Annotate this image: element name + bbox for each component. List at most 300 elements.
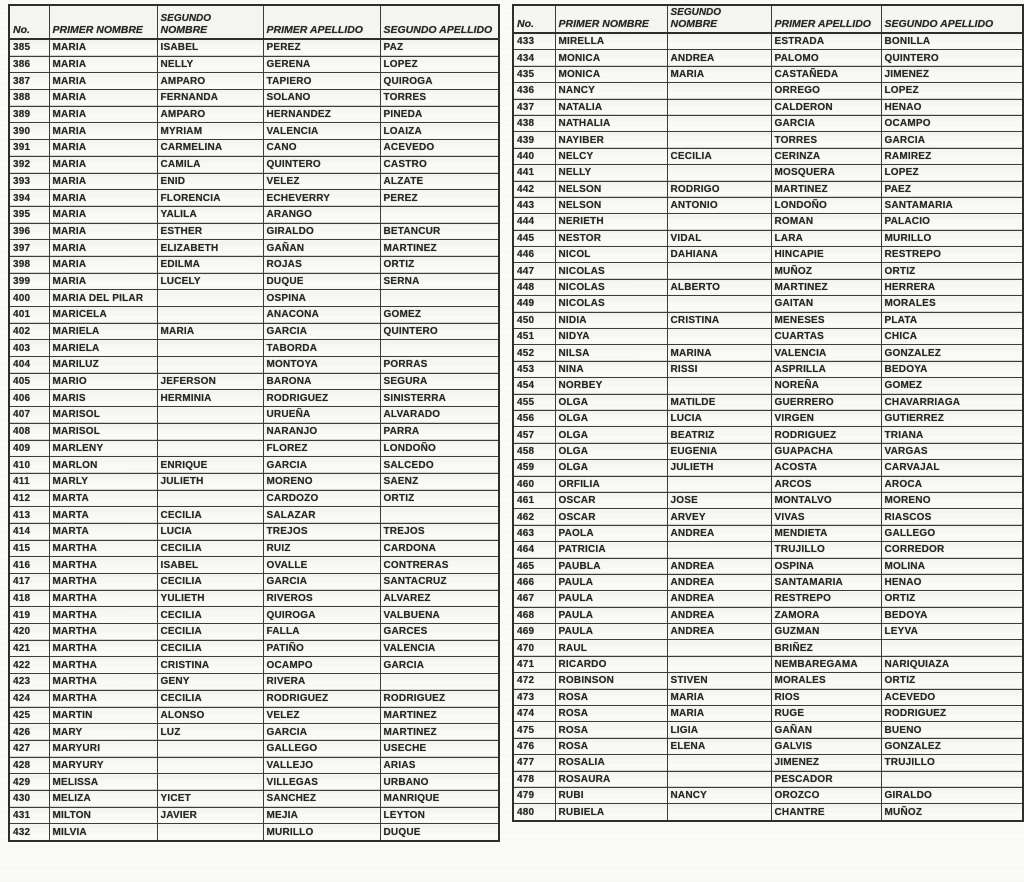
table-cell: ISABEL xyxy=(157,39,263,56)
table-cell: MARIS xyxy=(49,390,157,407)
table-cell xyxy=(157,407,263,424)
table-cell xyxy=(157,774,263,791)
table-cell: ANDREA xyxy=(667,525,771,541)
table-cell: MARTHA xyxy=(49,590,157,607)
cell-no: 426 xyxy=(9,724,49,741)
table-cell: CASTRO xyxy=(380,156,499,173)
table-cell: MARIA xyxy=(49,140,157,157)
table-cell: GALVIS xyxy=(771,738,881,754)
cell-no: 395 xyxy=(9,206,49,223)
table-row xyxy=(9,774,499,791)
table-cell: RODRIGUEZ xyxy=(263,690,380,707)
table-cell: LOPEZ xyxy=(380,56,499,73)
table-cell xyxy=(157,824,263,841)
table-row xyxy=(9,340,499,357)
table-row xyxy=(9,407,499,424)
table-cell: GALLEGO xyxy=(881,525,1023,541)
table-row xyxy=(9,473,499,490)
table-row xyxy=(9,373,499,390)
table-cell: HINCAPIE xyxy=(771,247,881,263)
table-cell: NELLY xyxy=(157,56,263,73)
cell-no: 447 xyxy=(513,263,555,279)
table-cell: VALENCIA xyxy=(771,345,881,361)
table-cell: NARANJO xyxy=(263,423,380,440)
table-cell: LOPEZ xyxy=(881,165,1023,181)
table-cell: LARA xyxy=(771,230,881,246)
cell-no: 454 xyxy=(513,378,555,394)
table-cell: ROBINSON xyxy=(555,673,667,689)
cell-no: 403 xyxy=(9,340,49,357)
table-row xyxy=(513,410,1023,426)
table-cell: CUARTAS xyxy=(771,329,881,345)
table-cell: PORRAS xyxy=(380,357,499,374)
table-row xyxy=(9,590,499,607)
header-segundo-apellido: SEGUNDO APELLIDO xyxy=(881,5,1023,33)
table-cell: ELIZABETH xyxy=(157,240,263,257)
table-row xyxy=(513,345,1023,361)
table-row xyxy=(9,90,499,107)
table-cell: MARIA xyxy=(49,39,157,56)
cell-no: 406 xyxy=(9,390,49,407)
table-row xyxy=(9,290,499,307)
table-cell xyxy=(667,476,771,492)
table-cell xyxy=(380,206,499,223)
table-cell: MARTA xyxy=(49,490,157,507)
table-row xyxy=(9,690,499,707)
table-row xyxy=(513,706,1023,722)
table-cell: RAMIREZ xyxy=(881,148,1023,164)
table-cell: NELSON xyxy=(555,181,667,197)
cell-no: 419 xyxy=(9,607,49,624)
cell-no: 462 xyxy=(513,509,555,525)
table-cell: MORENO xyxy=(263,473,380,490)
cell-no: 479 xyxy=(513,787,555,803)
table-cell: URBANO xyxy=(380,774,499,791)
table-cell: MARTIN xyxy=(49,707,157,724)
table-cell: RISSI xyxy=(667,361,771,377)
table-cell: ORTIZ xyxy=(881,263,1023,279)
table-cell: JULIETH xyxy=(667,460,771,476)
table-cell: SANTAMARIA xyxy=(771,574,881,590)
table-cell: SANTAMARIA xyxy=(881,197,1023,213)
table-cell: PAULA xyxy=(555,574,667,590)
table-row xyxy=(9,39,499,56)
cell-no: 467 xyxy=(513,591,555,607)
table-cell: TREJOS xyxy=(263,523,380,540)
table-cell: MELISSA xyxy=(49,774,157,791)
table-cell: ALBERTO xyxy=(667,279,771,295)
table-cell: HENAO xyxy=(881,574,1023,590)
header-segundo-nombre: SEGUNDO NOMBRE xyxy=(157,5,263,39)
table-row xyxy=(9,824,499,841)
cell-no: 464 xyxy=(513,542,555,558)
table-row xyxy=(9,490,499,507)
table-row xyxy=(513,787,1023,803)
table-cell: PAULA xyxy=(555,607,667,623)
table-cell: RODRIGUEZ xyxy=(771,427,881,443)
table-cell: SOLANO xyxy=(263,90,380,107)
table-cell: MARISOL xyxy=(49,423,157,440)
table-cell: STIVEN xyxy=(667,673,771,689)
table-cell: MARIA DEL PILAR xyxy=(49,290,157,307)
table-cell: MORALES xyxy=(771,673,881,689)
table-cell: GIRALDO xyxy=(263,223,380,240)
table-cell: MARIELA xyxy=(49,340,157,357)
table-cell: BEDOYA xyxy=(881,361,1023,377)
table-cell: MURILLO xyxy=(881,230,1023,246)
table-cell: GERENA xyxy=(263,56,380,73)
cell-no: 476 xyxy=(513,738,555,754)
table-cell xyxy=(667,755,771,771)
table-cell: ANDREA xyxy=(667,591,771,607)
table-cell: JIMENEZ xyxy=(771,755,881,771)
cell-no: 441 xyxy=(513,165,555,181)
table-cell: NICOLAS xyxy=(555,279,667,295)
table-row xyxy=(513,689,1023,705)
table-cell: ISABEL xyxy=(157,557,263,574)
table-cell: MENESES xyxy=(771,312,881,328)
cell-no: 386 xyxy=(9,56,49,73)
cell-no: 440 xyxy=(513,148,555,164)
table-cell: JULIETH xyxy=(157,473,263,490)
cell-no: 461 xyxy=(513,492,555,508)
table-cell: MUÑOZ xyxy=(771,263,881,279)
table-row xyxy=(513,197,1023,213)
table-cell: MILTON xyxy=(49,807,157,824)
cell-no: 431 xyxy=(9,807,49,824)
table-cell: HENAO xyxy=(881,99,1023,115)
table-cell: RODRIGO xyxy=(667,181,771,197)
table-cell: ALONSO xyxy=(157,707,263,724)
cell-no: 405 xyxy=(9,373,49,390)
table-cell xyxy=(667,329,771,345)
table-cell: MARYURI xyxy=(49,740,157,757)
table-cell: CECILIA xyxy=(157,690,263,707)
table-cell: SALAZAR xyxy=(263,507,380,524)
table-cell: CRISTINA xyxy=(157,657,263,674)
table-cell: MARTHA xyxy=(49,607,157,624)
table-row xyxy=(9,507,499,524)
table-cell: ANDREA xyxy=(667,624,771,640)
cell-no: 432 xyxy=(9,824,49,841)
table-cell: GARCIA xyxy=(380,657,499,674)
table-cell: MARIA xyxy=(49,273,157,290)
table-cell: GONZALEZ xyxy=(881,738,1023,754)
table-cell: MARTHA xyxy=(49,540,157,557)
table-row xyxy=(9,724,499,741)
cell-no: 433 xyxy=(513,33,555,50)
cell-no: 474 xyxy=(513,706,555,722)
table-cell: EDILMA xyxy=(157,256,263,273)
cell-no: 398 xyxy=(9,256,49,273)
table-row xyxy=(9,807,499,824)
table-cell: GOMEZ xyxy=(380,307,499,324)
table-cell: PEREZ xyxy=(263,39,380,56)
cell-no: 407 xyxy=(9,407,49,424)
table-cell: VIVAS xyxy=(771,509,881,525)
table-cell: ASPRILLA xyxy=(771,361,881,377)
table-cell: MARTINEZ xyxy=(771,279,881,295)
table-cell: NEMBAREGAMA xyxy=(771,656,881,672)
table-cell: NARIQUIAZA xyxy=(881,656,1023,672)
cell-no: 399 xyxy=(9,273,49,290)
table-cell: VELEZ xyxy=(263,173,380,190)
cell-no: 401 xyxy=(9,307,49,324)
table-row xyxy=(9,190,499,207)
table-body xyxy=(9,39,499,841)
table-cell: ESTHER xyxy=(157,223,263,240)
table-cell: JEFERSON xyxy=(157,373,263,390)
table-row xyxy=(9,423,499,440)
table-cell: PALOMO xyxy=(771,50,881,66)
table-row xyxy=(513,755,1023,771)
table-cell: ARVEY xyxy=(667,509,771,525)
cell-no: 449 xyxy=(513,296,555,312)
table-cell: YICET xyxy=(157,790,263,807)
table-cell: GIRALDO xyxy=(881,787,1023,803)
cell-no: 468 xyxy=(513,607,555,623)
table-row xyxy=(9,173,499,190)
cell-no: 394 xyxy=(9,190,49,207)
table-row xyxy=(9,740,499,757)
table-row xyxy=(513,673,1023,689)
table-cell: MARIA xyxy=(49,206,157,223)
cell-no: 397 xyxy=(9,240,49,257)
table-cell xyxy=(667,378,771,394)
table-cell: BRIÑEZ xyxy=(771,640,881,656)
cell-no: 423 xyxy=(9,674,49,691)
table-cell: PAZ xyxy=(380,39,499,56)
table-cell: ROSA xyxy=(555,706,667,722)
table-cell: NATALIA xyxy=(555,99,667,115)
table-cell: GAÑAN xyxy=(263,240,380,257)
table-cell: MELIZA xyxy=(49,790,157,807)
table-row xyxy=(9,674,499,691)
table-cell: NIDIA xyxy=(555,312,667,328)
cell-no: 469 xyxy=(513,624,555,640)
table-cell: TABORDA xyxy=(263,340,380,357)
cell-no: 415 xyxy=(9,540,49,557)
table-cell: VIDAL xyxy=(667,230,771,246)
table-cell: MARIO xyxy=(49,373,157,390)
table-cell: LUCIA xyxy=(667,410,771,426)
table-cell: MEJIA xyxy=(263,807,380,824)
table-cell: AMPARO xyxy=(157,73,263,90)
table-row xyxy=(513,738,1023,754)
cell-no: 457 xyxy=(513,427,555,443)
cell-no: 473 xyxy=(513,689,555,705)
table-cell: HERMINIA xyxy=(157,390,263,407)
table-cell: ROSAURA xyxy=(555,771,667,787)
table-cell: CRISTINA xyxy=(667,312,771,328)
cell-no: 477 xyxy=(513,755,555,771)
table-cell: YULIETH xyxy=(157,590,263,607)
table-row xyxy=(513,525,1023,541)
table-cell: ENID xyxy=(157,173,263,190)
table-cell: ESTRADA xyxy=(771,33,881,50)
cell-no: 453 xyxy=(513,361,555,377)
cell-no: 428 xyxy=(9,757,49,774)
table-cell: MARTHA xyxy=(49,657,157,674)
cell-no: 443 xyxy=(513,197,555,213)
cell-no: 448 xyxy=(513,279,555,295)
cell-no: 417 xyxy=(9,574,49,591)
cell-no: 421 xyxy=(9,640,49,657)
table-cell xyxy=(380,507,499,524)
table-cell: NICOLAS xyxy=(555,296,667,312)
table-cell: QUINTERO xyxy=(380,323,499,340)
table-row xyxy=(9,757,499,774)
table-cell: SANCHEZ xyxy=(263,790,380,807)
cell-no: 455 xyxy=(513,394,555,410)
table-cell: QUIROGA xyxy=(380,73,499,90)
table-cell: MARIA xyxy=(667,66,771,82)
table-cell: GAÑAN xyxy=(771,722,881,738)
table-cell xyxy=(157,290,263,307)
table-cell: LEYTON xyxy=(380,807,499,824)
table-cell: FLORENCIA xyxy=(157,190,263,207)
table-cell: GARCIA xyxy=(263,323,380,340)
table-cell: VALBUENA xyxy=(380,607,499,624)
table-row xyxy=(9,256,499,273)
table-cell: ELENA xyxy=(667,738,771,754)
table-cell: CONTRERAS xyxy=(380,557,499,574)
table-cell xyxy=(667,115,771,131)
table-row xyxy=(513,492,1023,508)
cell-no: 409 xyxy=(9,440,49,457)
table-cell: CASTAÑEDA xyxy=(771,66,881,82)
table-cell xyxy=(157,357,263,374)
table-cell: CARDONA xyxy=(380,540,499,557)
table-cell: GUERRERO xyxy=(771,394,881,410)
table-cell: MONICA xyxy=(555,66,667,82)
table-cell: SAENZ xyxy=(380,473,499,490)
table-cell: CECILIA xyxy=(157,624,263,641)
table-cell: ALVARADO xyxy=(380,407,499,424)
table-cell: BARONA xyxy=(263,373,380,390)
table-cell: RUGE xyxy=(771,706,881,722)
table-row xyxy=(9,273,499,290)
table-cell: ARCOS xyxy=(771,476,881,492)
table-cell: PINEDA xyxy=(380,106,499,123)
table-row xyxy=(513,132,1023,148)
table-cell: LIGIA xyxy=(667,722,771,738)
cell-no: 446 xyxy=(513,247,555,263)
table-cell: GARCIA xyxy=(263,724,380,741)
table-cell: NOREÑA xyxy=(771,378,881,394)
table-cell: CALDERON xyxy=(771,99,881,115)
table-row xyxy=(513,607,1023,623)
names-table-right-container xyxy=(512,4,1022,822)
cell-no: 396 xyxy=(9,223,49,240)
names-table xyxy=(512,4,1024,822)
table-cell: MARTA xyxy=(49,523,157,540)
table-cell: NANCY xyxy=(555,83,667,99)
cell-no: 418 xyxy=(9,590,49,607)
table-cell: NIDYA xyxy=(555,329,667,345)
table-cell xyxy=(157,757,263,774)
table-cell: NELSON xyxy=(555,197,667,213)
header-row xyxy=(9,5,499,39)
table-row xyxy=(9,323,499,340)
table-cell: HERNANDEZ xyxy=(263,106,380,123)
table-cell: ANTONIO xyxy=(667,197,771,213)
table-cell: CHICA xyxy=(881,329,1023,345)
table-cell: VALENCIA xyxy=(263,123,380,140)
cell-no: 459 xyxy=(513,460,555,476)
table-row xyxy=(9,523,499,540)
table-cell: MARIA xyxy=(49,190,157,207)
table-cell: ORTIZ xyxy=(881,591,1023,607)
table-cell: BEATRIZ xyxy=(667,427,771,443)
table-row xyxy=(9,123,499,140)
header-primer-apellido: PRIMER APELLIDO xyxy=(263,5,380,39)
table-cell: ZAMORA xyxy=(771,607,881,623)
table-cell xyxy=(667,132,771,148)
table-row xyxy=(9,440,499,457)
cell-no: 435 xyxy=(513,66,555,82)
table-cell: GARCIA xyxy=(263,574,380,591)
table-cell xyxy=(667,33,771,50)
table-cell: MARINA xyxy=(667,345,771,361)
table-row xyxy=(513,66,1023,82)
cell-no: 439 xyxy=(513,132,555,148)
cell-no: 460 xyxy=(513,476,555,492)
cell-no: 430 xyxy=(9,790,49,807)
table-cell: NELCY xyxy=(555,148,667,164)
table-cell: YALILA xyxy=(157,206,263,223)
header-primer-nombre: PRIMER NOMBRE xyxy=(555,5,667,33)
table-cell: ORREGO xyxy=(771,83,881,99)
table-row xyxy=(513,509,1023,525)
table-cell: PESCADOR xyxy=(771,771,881,787)
table-cell: BETANCUR xyxy=(380,223,499,240)
table-cell: JOSE xyxy=(667,492,771,508)
table-cell: OLGA xyxy=(555,443,667,459)
cell-no: 414 xyxy=(9,523,49,540)
table-cell: VILLEGAS xyxy=(263,774,380,791)
table-cell: FALLA xyxy=(263,624,380,641)
table-cell: MARIA xyxy=(49,56,157,73)
table-cell: CHAVARRIAGA xyxy=(881,394,1023,410)
table-cell: LUCIA xyxy=(157,523,263,540)
cell-no: 385 xyxy=(9,39,49,56)
table-cell: TRIANA xyxy=(881,427,1023,443)
table-cell: CECILIA xyxy=(157,640,263,657)
table-cell: MARIA xyxy=(49,90,157,107)
table-cell: MARTHA xyxy=(49,674,157,691)
table-row xyxy=(513,460,1023,476)
table-cell: SINISTERRA xyxy=(380,390,499,407)
cell-no: 465 xyxy=(513,558,555,574)
cell-no: 451 xyxy=(513,329,555,345)
table-cell: AMPARO xyxy=(157,106,263,123)
table-cell: VALLEJO xyxy=(263,757,380,774)
table-cell: GARCIA xyxy=(881,132,1023,148)
table-cell: OLGA xyxy=(555,394,667,410)
table-cell: GARCIA xyxy=(771,115,881,131)
table-cell: NATHALIA xyxy=(555,115,667,131)
table-cell: MILVIA xyxy=(49,824,157,841)
table-cell xyxy=(667,296,771,312)
table-cell xyxy=(380,674,499,691)
cell-no: 393 xyxy=(9,173,49,190)
table-cell xyxy=(157,340,263,357)
cell-no: 391 xyxy=(9,140,49,157)
table-cell: GUZMAN xyxy=(771,624,881,640)
table-cell: MARTA xyxy=(49,507,157,524)
table-cell xyxy=(881,771,1023,787)
